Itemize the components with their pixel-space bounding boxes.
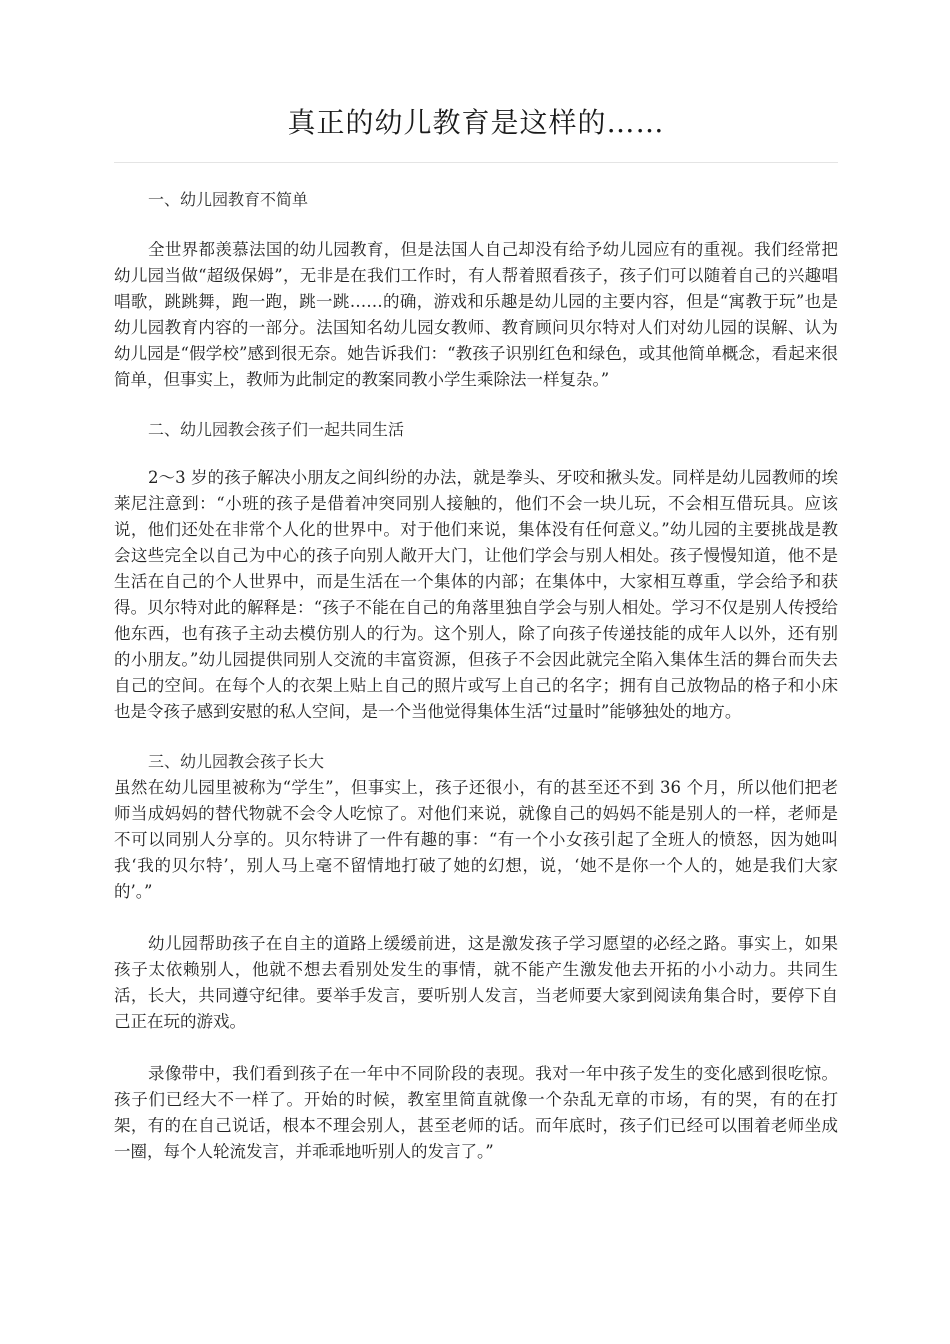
section-1-paragraph-1: 全世界都羡慕法国的幼儿园教育，但是法国人自己却没有给予幼儿园应有的重视。我们经常把幼儿园当做“超级保姆”，无非是在我们工作时，有人帮着照看孩子，孩子们可以随着自己的兴趣唱唱歌，跳跳舞，跑一跑，跳一跳……的确，游戏和乐趣是幼儿园的主要内容，但是“寓教于玩”也是幼儿园教育内容的一部分。法国知名幼儿园女教师、教育顾问贝尔特对人们对幼儿园的误解、认为幼儿园是“假学校”感到很无奈。她告诉我们：“教孩子识别红色和绿色，或其他简单概念，看起来很简单，但事实上，教师为此制定的教案同教小学生乘除法一样复杂。”: [114, 240, 838, 389]
section-3-paragraph-3: 录像带中，我们看到孩子在一年中不同阶段的表现。我对一年中孩子发生的变化感到很吃惊。孩子们已经大不一样了。开始的时候，教室里简直就像一个杂乱无章的市场，有的哭，有的在打架，有的在自己说话，根本不理会别人，甚至老师的话。而年底时，孩子们已经可以围着老师坐成一圈，每个人轮流发言，并乖乖地听别人的发言了。”: [114, 1064, 838, 1161]
section-3-paragraph-2: 幼儿园帮助孩子在自主的道路上缓缓前进，这是激发孩子学习愿望的必经之路。事实上，如果孩子太依赖别人，他就不想去看别处发生的事情，就不能产生激发他去开拓的小小动力。共同生活，长大，共同遵守纪律。要举手发言，要听别人发言，当老师要大家到阅读角集合时，要停下自己正在玩的游戏。: [114, 934, 838, 1031]
section-2-paragraph-1: 2～3 岁的孩子解决小朋友之间纠纷的办法，就是拳头、牙咬和揪头发。同样是幼儿园教师的埃莱尼注意到：“小班的孩子是借着冲突同别人接触的，他们不会一块儿玩，不会相互借玩具。应该说，他们还处在非常个人化的世界中。对于他们来说，集体没有任何意义。”幼儿园的主要挑战是教会这些完全以自己为中心的孩子向别人敞开大门，让他们学会与别人相处。孩子慢慢知道，他不是生活在自己的个人世界中，而是生活在一个集体的内部；在集体中，大家相互尊重，学会给予和获得。贝尔特对此的解释是：“孩子不能在自己的角落里独自学会与别人相处。学习不仅是别人传授给他东西，也有孩子主动去模仿别人的行为。这个别人，除了向孩子传递技能的成年人以外，还有别的小朋友。”幼儿园提供同别人交流的丰富资源，但孩子不会因此就完全陷入集体生活的舞台而失去自己的空间。在每个人的衣架上贴上自己的照片或写上自己的名字；拥有自己放物品的格子和小床也是令孩子感到安慰的私人空间，是一个当他觉得集体生活“过量时”能够独处的地方。: [114, 468, 838, 721]
section-heading-3: 三、幼儿园教会孩子长大: [148, 752, 325, 771]
document-page: [114, 100, 838, 1165]
section-heading-1: 一、幼儿园教育不简单: [148, 190, 309, 209]
section-heading-2: 二、幼儿园教会孩子们一起共同生活: [148, 420, 405, 439]
title-divider: [114, 162, 838, 163]
section-3-paragraph-1: 虽然在幼儿园里被称为“学生”，但事实上，孩子还很小，有的甚至还不到 36 个月，所以他们把老师当成妈妈的替代物就不会令人吃惊了。对他们来说，就像自己的妈妈不能是别人的一样，老师是不可以同别人分享的。贝尔特讲了一件有趣的事：“有一个小女孩引起了全班人的愤怒，因为她叫我‘我的贝尔特’，别人马上毫不留情地打破了她的幻想，说，‘她不是你一个人的，她是我们大家的’。”: [114, 778, 838, 901]
page-title: 真正的幼儿教育是这样的……: [287, 106, 665, 139]
